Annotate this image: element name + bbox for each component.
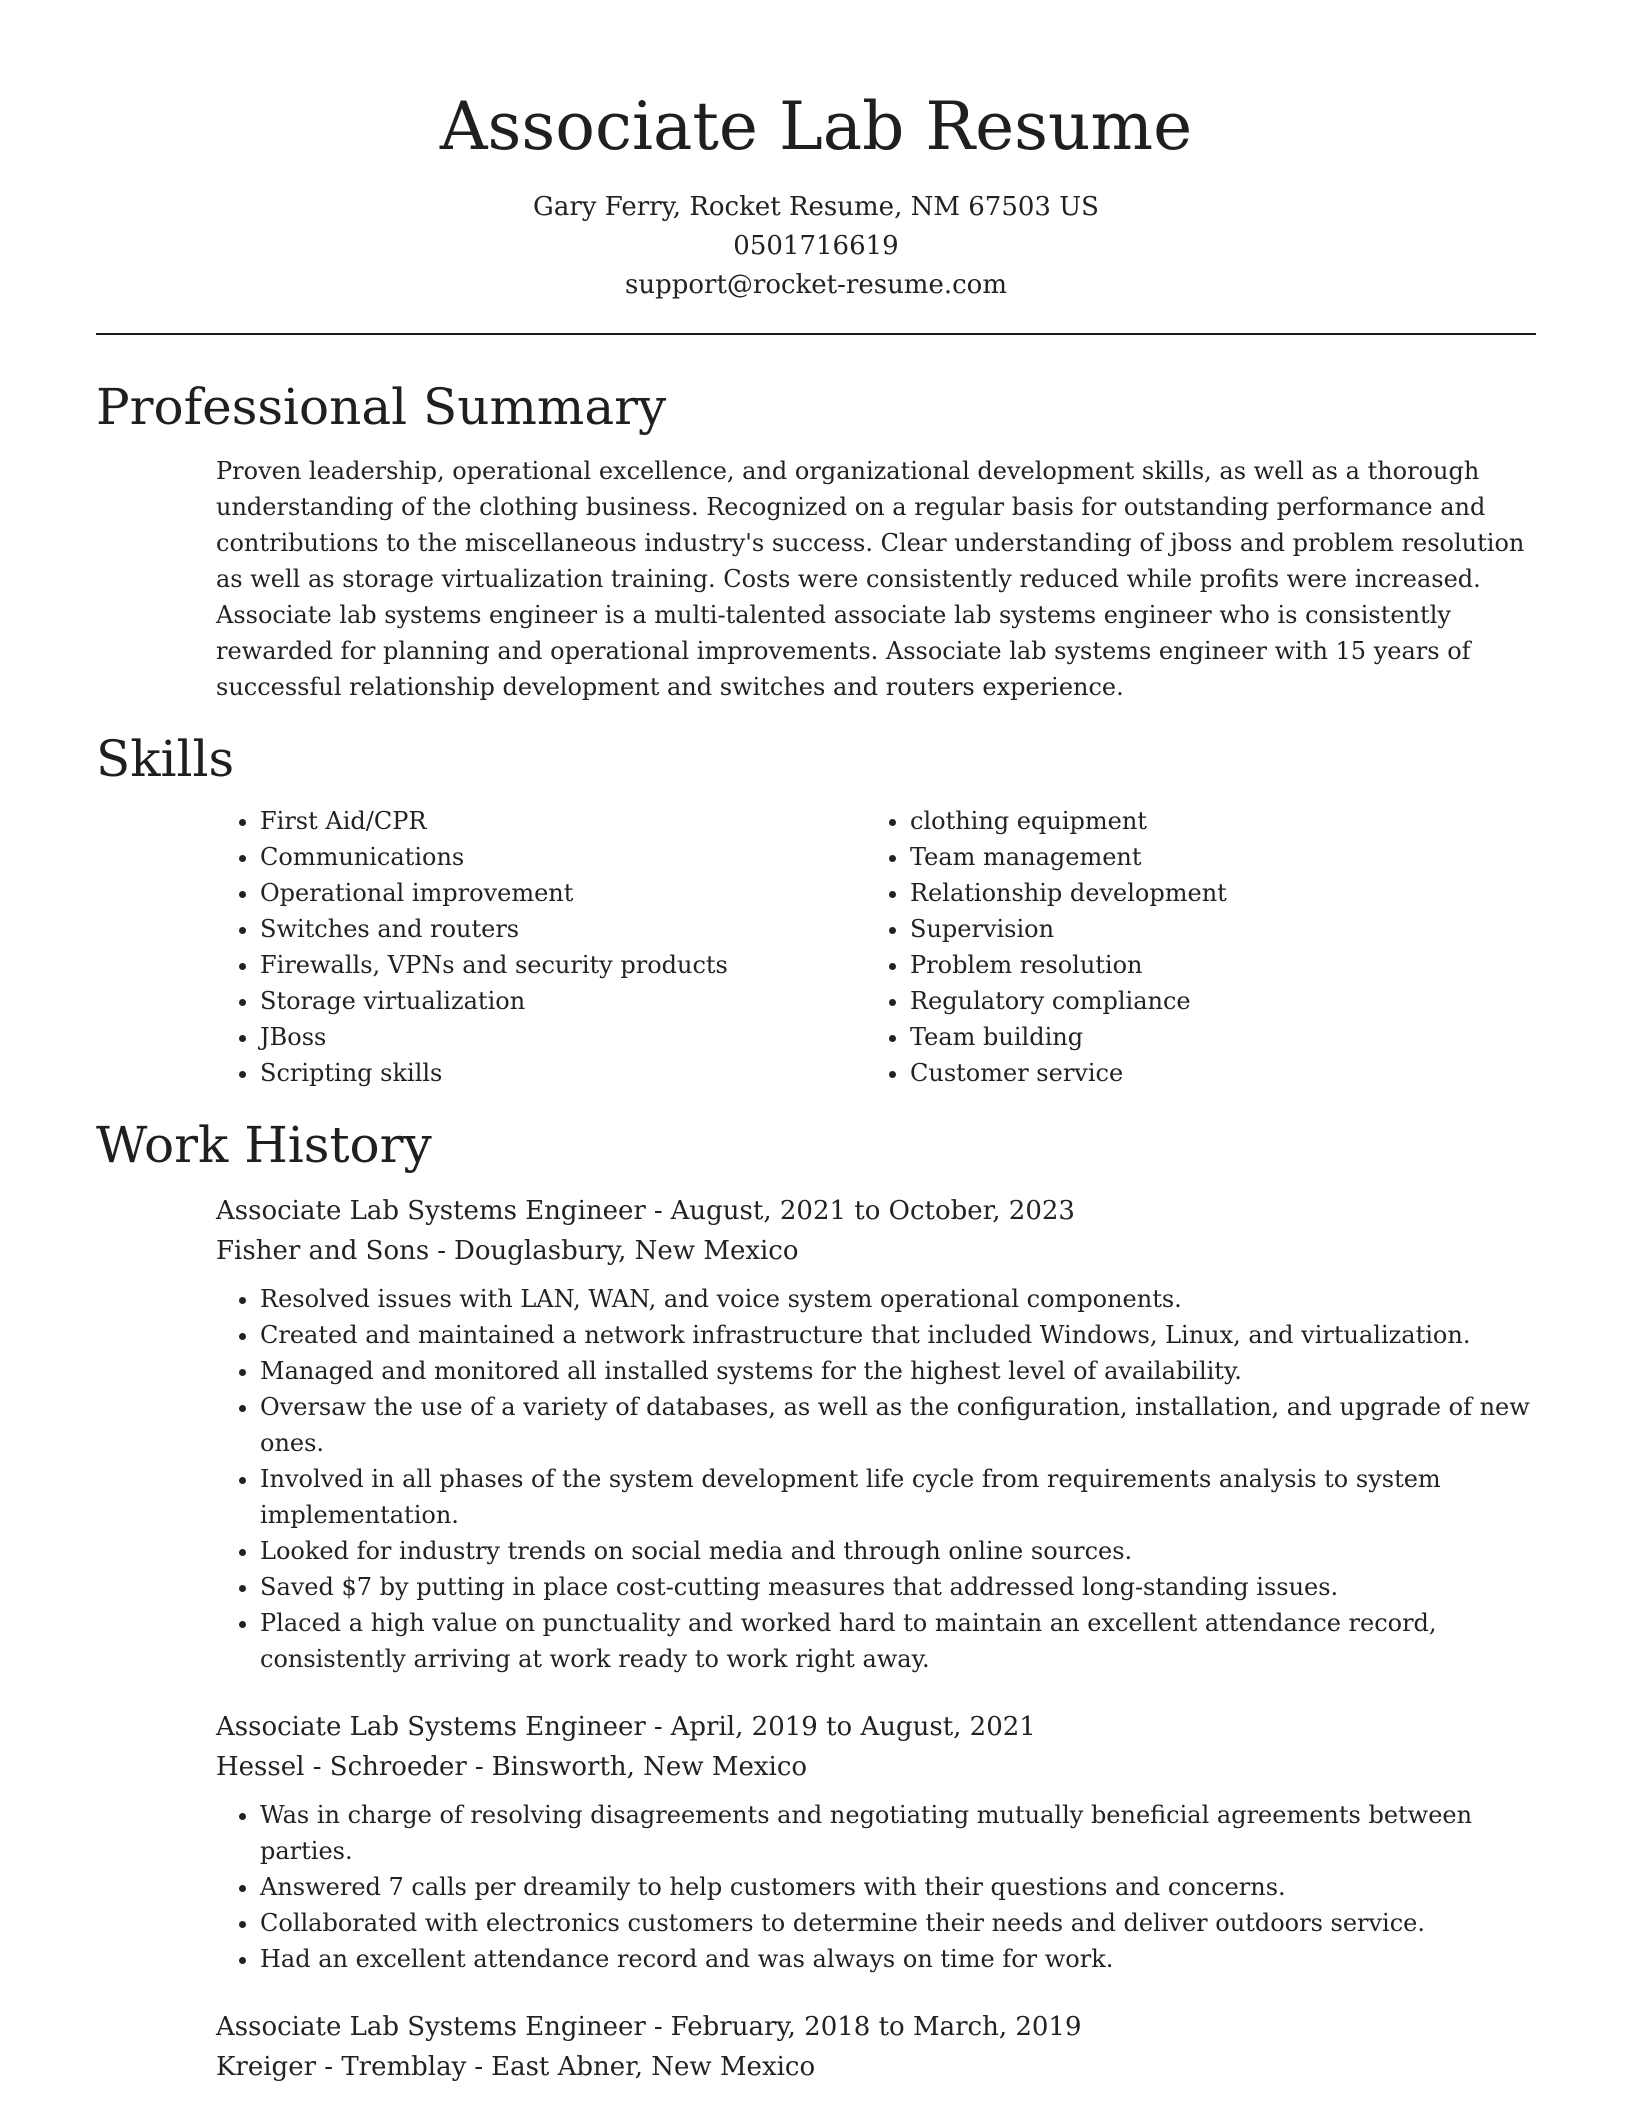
skills-grid <box>216 803 1536 1091</box>
skills-heading: Skills <box>96 730 235 788</box>
contact-phone: 0501716619 <box>733 231 899 261</box>
skill-item: • Problem resolution <box>910 947 1526 983</box>
job-bullet: • Involved in all phases of the system development life cycle from requirements analysis to system implementation. <box>260 1461 1536 1533</box>
job-bullets <box>216 1281 1536 1677</box>
job-bullet: • Collaborated with electronics customers to determine their needs and deliver outdoors service. <box>260 1905 1536 1941</box>
job-bullet: • Answered 7 calls per dreamily to help customers with their questions and concerns. <box>260 1869 1536 1905</box>
job-company: Kreiger - Tremblay <box>216 2052 467 2082</box>
job-title-line <box>216 1191 1536 1231</box>
page-title: Associate Lab Resume <box>439 88 1193 165</box>
skills-list-right <box>866 803 1526 1091</box>
skill-item: • Firewalls, VPNs and security products <box>260 947 866 983</box>
job-bullet: • Oversaw the use of a variety of databases, as well as the configuration, installation, and upgrade of new ones. <box>260 1389 1536 1461</box>
job-entry <box>216 1707 1536 1977</box>
job-bullets <box>216 1797 1536 1977</box>
skills-list-left <box>216 803 866 1091</box>
job-separator: - <box>653 2012 663 2042</box>
job-entry <box>216 2007 1536 2087</box>
job-separator: - <box>437 1236 447 1266</box>
skill-item: • Switches and routers <box>260 911 866 947</box>
skill-item: • First Aid/CPR <box>260 803 866 839</box>
job-dates: February, 2018 to March, 2019 <box>670 2012 1082 2042</box>
job-separator: - <box>474 1752 484 1782</box>
job-title: Associate Lab Systems Engineer <box>216 1196 646 1226</box>
skill-item: • Operational improvement <box>260 875 866 911</box>
job-bullet: • Managed and monitored all installed systems for the highest level of availability. <box>260 1353 1536 1389</box>
job-bullet: • Had an excellent attendance record and was always on time for work. <box>260 1941 1536 1977</box>
contact-block <box>96 188 1536 305</box>
job-company-line <box>216 2047 1536 2087</box>
job-location: Binsworth, New Mexico <box>491 1752 808 1782</box>
job-title-line <box>216 2007 1536 2047</box>
job-title-line <box>216 1707 1536 1747</box>
skill-item: • Relationship development <box>910 875 1526 911</box>
skill-item: • Scripting skills <box>260 1055 866 1091</box>
job-dates: August, 2021 to October, 2023 <box>670 1196 1075 1226</box>
skill-item: • Team management <box>910 839 1526 875</box>
skill-item: • Team building <box>910 1019 1526 1055</box>
summary-text: Proven leadership, operational excellence, and organizational development skills, as well as a thorough understanding of the clothing business. Recognized on a regular basis for outstanding performance and contributions to the miscellaneous industry's success. Clear understanding of jboss and problem resolution as well as storage virtualization training. Costs were consistently reduced while profits were increased. Associate lab systems engineer is a multi-talented associate lab systems engineer who is consistently rewarded for planning and operational improvements. Associate lab systems engineer with 15 years of successful relationship development and switches and routers experience. <box>216 457 1525 701</box>
job-bullet: • Placed a high value on punctuality and worked hard to maintain an excellent attendance record, consistently arriving at work ready to work right away. <box>260 1605 1536 1677</box>
job-company: Fisher and Sons <box>216 1236 430 1266</box>
job-location: Douglasbury, New Mexico <box>454 1236 799 1266</box>
job-separator: - <box>653 1712 663 1742</box>
job-bullet: • Created and maintained a network infrastructure that included Windows, Linux, and virtualization. <box>260 1317 1536 1353</box>
header-divider <box>96 333 1536 335</box>
skill-item: • JBoss <box>260 1019 866 1055</box>
skill-item: • clothing equipment <box>910 803 1526 839</box>
contact-email: support@rocket-resume.com <box>624 270 1007 300</box>
skill-item: • Customer service <box>910 1055 1526 1091</box>
skill-item: • Communications <box>260 839 866 875</box>
job-company-line <box>216 1231 1536 1271</box>
resume-header <box>96 0 1536 305</box>
summary-heading: Professional Summary <box>96 378 667 436</box>
contact-address: Gary Ferry, Rocket Resume, NM 67503 US <box>533 192 1099 222</box>
skill-item: • Storage virtualization <box>260 983 866 1019</box>
job-separator: - <box>653 1196 663 1226</box>
job-title: Associate Lab Systems Engineer <box>216 2012 646 2042</box>
resume-page <box>96 0 1536 2097</box>
job-bullet: • Saved $7 by putting in place cost-cutting measures that addressed long-standing issues. <box>260 1569 1536 1605</box>
work-history-heading: Work History <box>96 1116 432 1174</box>
skill-item: • Regulatory compliance <box>910 983 1526 1019</box>
job-entry <box>216 1191 1536 1677</box>
job-bullet: • Looked for industry trends on social media and through online sources. <box>260 1533 1536 1569</box>
job-bullet: • Was in charge of resolving disagreements and negotiating mutually beneficial agreements between parties. <box>260 1797 1536 1869</box>
work-history-section <box>96 1113 1536 2087</box>
job-location: East Abner, New Mexico <box>491 2052 816 2082</box>
job-company-line <box>216 1747 1536 1787</box>
job-bullet: • Resolved issues with LAN, WAN, and voice system operational components. <box>260 1281 1536 1317</box>
job-dates: April, 2019 to August, 2021 <box>670 1712 1036 1742</box>
job-separator: - <box>474 2052 484 2082</box>
skill-item: • Supervision <box>910 911 1526 947</box>
job-title: Associate Lab Systems Engineer <box>216 1712 646 1742</box>
summary-section <box>96 375 1536 705</box>
skills-section <box>96 727 1536 1091</box>
job-company: Hessel - Schroeder <box>216 1752 467 1782</box>
